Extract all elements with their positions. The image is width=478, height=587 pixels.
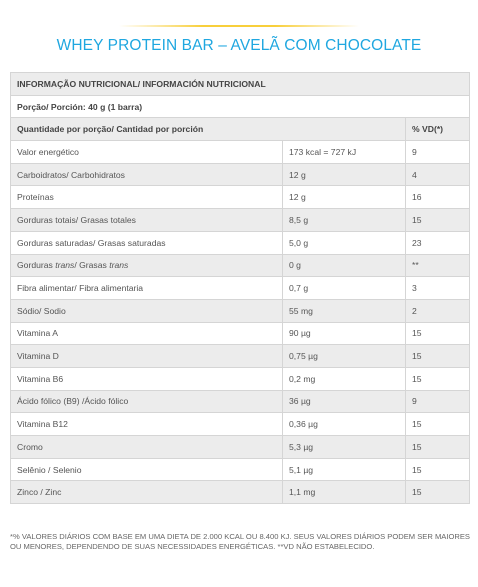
- nutrient-name: Vitamina B12: [11, 413, 283, 436]
- nutrient-name: Proteínas: [11, 186, 283, 209]
- table-row: [11, 345, 470, 368]
- nutrient-name: Gorduras totais/ Grasas totales: [11, 209, 283, 232]
- nutrient-vd: 4: [406, 163, 470, 186]
- table-row: [11, 481, 470, 504]
- nutrient-amount: 5,3 µg: [283, 436, 406, 459]
- nutrient-vd: 15: [406, 436, 470, 459]
- nutrient-vd: 16: [406, 186, 470, 209]
- nutrient-amount: 0,75 µg: [283, 345, 406, 368]
- nutrient-name: Gorduras trans/ Grasas trans: [11, 254, 283, 277]
- nutrient-vd: 15: [406, 413, 470, 436]
- nutrient-name: Sódio/ Sodio: [11, 299, 283, 322]
- nutrient-name: Fibra alimentar/ Fibra alimentaria: [11, 277, 283, 300]
- nutrient-amount: 12 g: [283, 163, 406, 186]
- table-row: [11, 458, 470, 481]
- table-row: [11, 413, 470, 436]
- nutrient-amount: 1,1 mg: [283, 481, 406, 504]
- nutrient-name: Vitamina A: [11, 322, 283, 345]
- nutrient-vd: 15: [406, 345, 470, 368]
- nutrient-name: Ácido fólico (B9) /Ácido fólico: [11, 390, 283, 413]
- title-accent-line: [119, 25, 359, 27]
- nutrient-vd: 15: [406, 481, 470, 504]
- column-header-row: [11, 118, 470, 141]
- nutrient-amount: 90 µg: [283, 322, 406, 345]
- nutrient-vd: 9: [406, 141, 470, 164]
- nutrient-name: Valor energético: [11, 141, 283, 164]
- nutrient-amount: 5,0 g: [283, 231, 406, 254]
- nutrient-amount: 0,36 µg: [283, 413, 406, 436]
- nutrient-vd: 15: [406, 367, 470, 390]
- nutrition-table: [10, 72, 470, 504]
- table-row: [11, 254, 470, 277]
- nutrient-amount: 12 g: [283, 186, 406, 209]
- table-row: [11, 299, 470, 322]
- nutrient-vd: 15: [406, 209, 470, 232]
- nutrient-name: Vitamina D: [11, 345, 283, 368]
- footnote: *% VALORES DIÁRIOS COM BASE EM UMA DIETA DE 2.000 KCAL OU 8.400 KJ. SEUS VALORES DIÁRIOS PODEM SER MAIORES OU MENORES, DEPENDENDO DE SUAS NECESSIDADES ENERGÉTICAS. **VD NÃO ESTABELECIDO.: [10, 532, 470, 552]
- nutrient-amount: 0 g: [283, 254, 406, 277]
- nutrient-amount: 36 µg: [283, 390, 406, 413]
- nutrient-name: Carboidratos/ Carbohidratos: [11, 163, 283, 186]
- nutrient-amount: 8,5 g: [283, 209, 406, 232]
- nutrient-vd: 23: [406, 231, 470, 254]
- nutrient-amount: 0,2 mg: [283, 367, 406, 390]
- nutrient-amount: 0,7 g: [283, 277, 406, 300]
- nutrient-vd: 3: [406, 277, 470, 300]
- nutrient-vd: 9: [406, 390, 470, 413]
- nutrient-vd: 15: [406, 458, 470, 481]
- table-row: [11, 390, 470, 413]
- table-row: [11, 141, 470, 164]
- table-row: [11, 231, 470, 254]
- nutrient-name: Gorduras saturadas/ Grasas saturadas: [11, 231, 283, 254]
- table-row: [11, 163, 470, 186]
- nutrient-amount: 5,1 µg: [283, 458, 406, 481]
- nutrient-name: Cromo: [11, 436, 283, 459]
- portion-row: [11, 95, 470, 118]
- nutrient-name: Selênio / Selenio: [11, 458, 283, 481]
- table-row: [11, 277, 470, 300]
- portion-size: Porção/ Porción: 40 g (1 barra): [11, 95, 470, 118]
- column-header-vd: % VD(*): [406, 118, 470, 141]
- table-heading: INFORMAÇÃO NUTRICIONAL/ INFORMACIÓN NUTRICIONAL: [11, 73, 470, 96]
- nutrient-amount: 55 mg: [283, 299, 406, 322]
- nutrient-vd: **: [406, 254, 470, 277]
- nutrient-amount: 173 kcal = 727 kJ: [283, 141, 406, 164]
- page-title: WHEY PROTEIN BAR – AVELÃ COM CHOCOLATE: [56, 37, 422, 54]
- table-row: [11, 209, 470, 232]
- nutrient-name: Vitamina B6: [11, 367, 283, 390]
- table-row: [11, 367, 470, 390]
- nutrient-name: Zinco / Zinc: [11, 481, 283, 504]
- nutrient-vd: 15: [406, 322, 470, 345]
- nutrient-vd: 2: [406, 299, 470, 322]
- table-row: [11, 436, 470, 459]
- table-row: [11, 186, 470, 209]
- column-header-quantity: Quantidade por porção/ Cantidad por porción: [11, 118, 406, 141]
- table-heading-row: [11, 73, 470, 96]
- table-row: [11, 322, 470, 345]
